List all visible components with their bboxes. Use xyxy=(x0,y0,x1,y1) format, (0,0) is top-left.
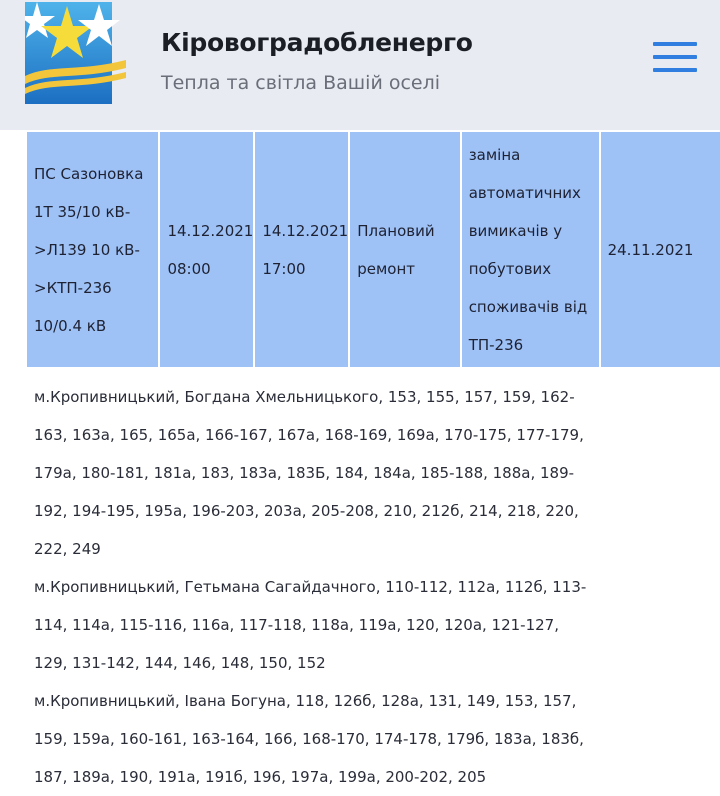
address-item: м.Кропивницький, Івана Богуна, 118, 126б, 128а, 131, 149, 153, 157, 159, 159а, 160-161, 163-164, 166, 168-170, 174-178, 179б, 183а, 183б, 187, 189а, 190, 191а, 191б, 196, 197а, 199а, 200-202, 205 xyxy=(34,692,584,786)
site-header xyxy=(0,0,720,130)
hamburger-menu-icon[interactable] xyxy=(652,40,698,74)
address-item: м.Кропивницький, Гетьмана Сагайдачного, 110-112, 112а, 112б, 113-114, 114а, 115-116, 116а, 117-118, 118а, 119а, 120, 120а, 121-127, 129, 131-142, 144, 146, 148, 150, 152 xyxy=(34,578,587,672)
outage-type-cell: Плановий ремонт xyxy=(349,131,460,368)
end-time-cell: 14.12.2021 17:00 xyxy=(254,131,349,368)
outage-row xyxy=(27,131,720,368)
menu-bar xyxy=(653,68,697,72)
published-date-cell: 24.11.2021 xyxy=(600,131,720,368)
site-title: Кіровоградобленерго xyxy=(161,28,473,57)
menu-bar xyxy=(653,42,697,46)
address-list xyxy=(34,378,594,796)
stars-logo-icon[interactable] xyxy=(25,2,126,104)
outage-table xyxy=(27,130,720,369)
substation-cell: ПС Сазоновка 1Т 35/10 кВ- >Л139 10 кВ- >КТП-236 10/0.4 кВ xyxy=(27,131,159,368)
menu-bar xyxy=(653,55,697,59)
start-time-cell: 14.12.2021 08:00 xyxy=(159,131,254,368)
site-tagline: Тепла та світла Вашій оселі xyxy=(161,72,441,94)
address-item: м.Кропивницький, Богдана Хмельницького, 153, 155, 157, 159, 162-163, 163а, 165, 165а, 166-167, 167а, 168-169, 169а, 170-175, 177-179, 179а, 180-181, 181а, 183, 183а, 183Б, 184, 184а, 185-188, 188а, 189-192, 194-195, 195а, 196-203, 203а, 205-208, 210, 212б, 214, 218, 220, 222, 249 xyxy=(34,388,584,558)
reason-cell: заміна автоматичних вимикачів у побутових споживачів від ТП-236 xyxy=(461,131,600,368)
